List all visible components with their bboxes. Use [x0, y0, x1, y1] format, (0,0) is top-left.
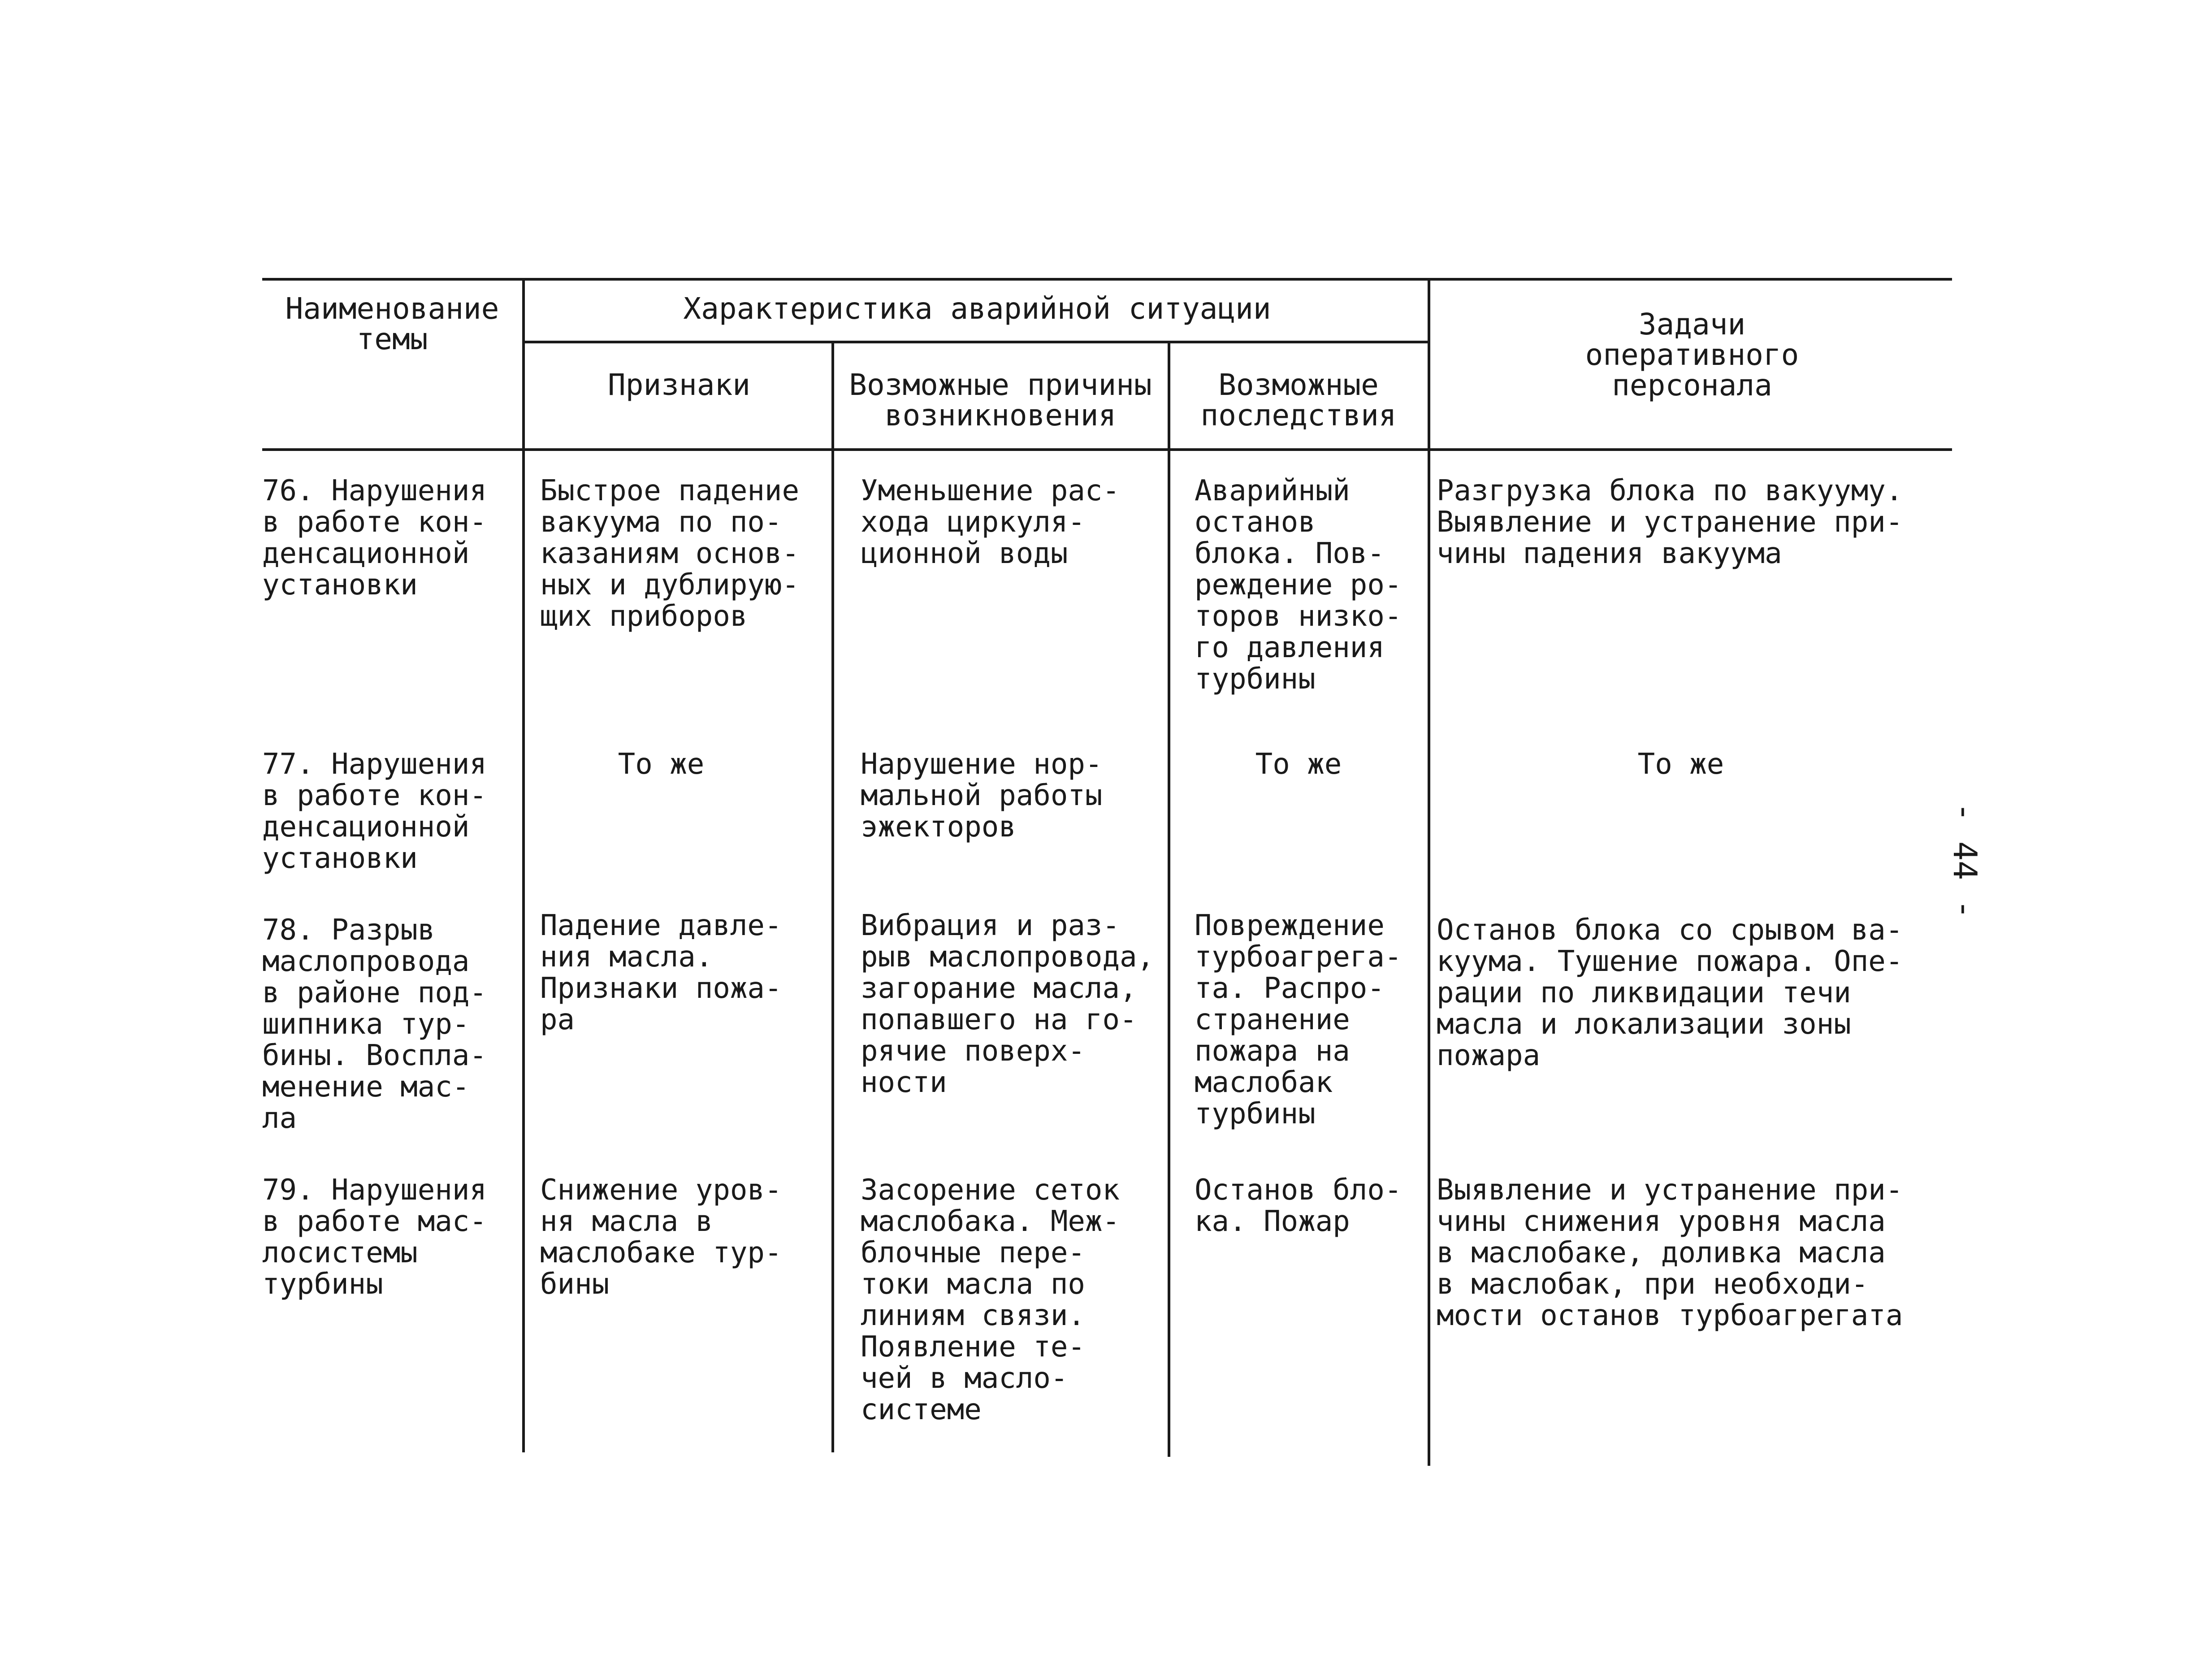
table-top-rule: [262, 278, 1952, 281]
header-consequences: Возможные последствия: [1200, 368, 1397, 433]
header-characteristics: Характеристика аварийной ситуации: [683, 291, 1271, 326]
row-79-consequences: Останов бло- ка. Пожар: [1195, 1174, 1402, 1238]
column-divider-1: [522, 278, 525, 1452]
row-78-causes: Вибрация и раз- рыв маслопровода, загорание масла, попавшего на го- рячие поверх- ности: [861, 909, 1155, 1099]
column-divider-4: [1428, 278, 1430, 1466]
row-77-consequences: То же: [1255, 748, 1342, 781]
column-divider-3: [1168, 341, 1170, 1457]
header-tasks: Задачи оперативного персонала: [1585, 307, 1799, 403]
header-bottom-rule: [262, 448, 1952, 451]
row-76-signs: Быстрое падение вакуума по по- казаниям основ- ных и дублирую- щих приборов: [540, 474, 799, 633]
row-79-tasks: Выявление и устранение при- чины снижения уровня масла в маслобаке, доливка масла в маслобак, при необходи- мости останов турбоагрегата: [1437, 1174, 1903, 1332]
row-78-tasks: Останов блока со срывом ва- куума. Тушение пожара. Опе- рации по ликвидации течи масла и локализации зоны пожара: [1437, 914, 1903, 1072]
group-header-rule: [524, 341, 1430, 343]
row-79-signs: Снижение уров- ня масла в маслобаке тур- бины: [540, 1174, 782, 1301]
row-79-topic: 79. Нарушения в работе мас- лосистемы турбины: [262, 1174, 487, 1301]
page-number: - 44 -: [1946, 802, 1984, 919]
row-76-tasks: Разгрузка блока по вакууму. Выявление и устранение при- чины падения вакуума: [1437, 474, 1903, 570]
row-76-consequences: Аварийный останов блока. Пов- реждение ро- торов низко- го давления турбины: [1195, 474, 1402, 696]
row-77-signs: То же: [618, 748, 705, 781]
row-76-topic: 76. Нарушения в работе кон- денсационной установки: [262, 474, 487, 602]
header-causes: Возможные причины возникновения: [849, 368, 1152, 433]
header-signs: Признаки: [608, 368, 750, 402]
row-77-tasks: То же: [1637, 748, 1724, 781]
row-78-topic: 78. Разрыв маслопровода в районе под- шипника тур- бины. Воспла- менение мас- ла: [262, 914, 487, 1135]
row-78-consequences: Повреждение турбоагрега- та. Распро- странение пожара на маслобак турбины: [1195, 909, 1402, 1131]
row-77-causes: Нарушение нор- мальной работы эжекторов: [861, 748, 1103, 844]
row-79-causes: Засорение сеток маслобака. Меж- блочные пере- токи масла по линиям связи. Появление те- чей в масло- системе: [861, 1174, 1120, 1426]
row-77-topic: 77. Нарушения в работе кон- денсационной установки: [262, 748, 487, 875]
row-78-signs: Падение давле- ния масла. Признаки пожа- ра: [540, 909, 782, 1036]
row-76-causes: Уменьшение рас- хода циркуля- ционной воды: [861, 474, 1120, 570]
header-topic: Наименование темы: [285, 291, 499, 356]
column-divider-2: [831, 341, 834, 1452]
